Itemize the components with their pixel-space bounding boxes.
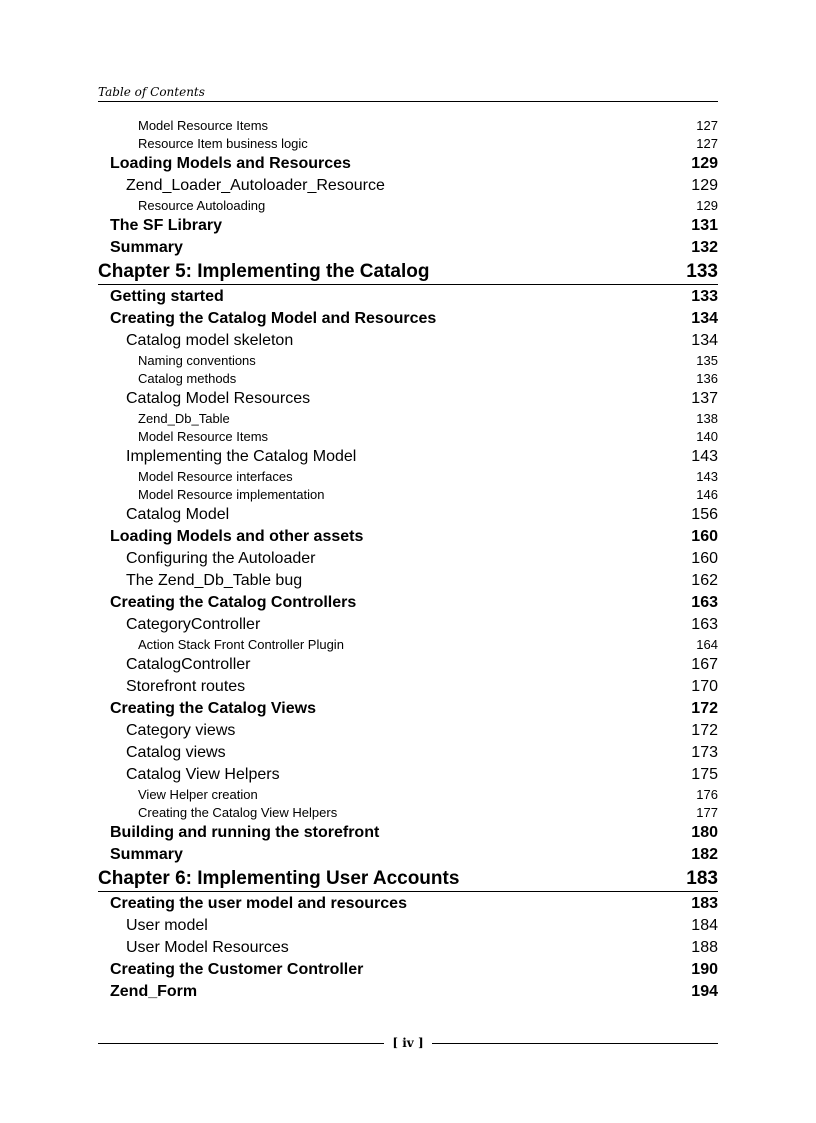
toc-entry[interactable] (98, 614, 718, 636)
toc-entry[interactable] (98, 526, 718, 548)
toc-entry[interactable] (98, 504, 718, 526)
toc-entry[interactable] (98, 428, 718, 446)
toc-entry-title: Model Resource interfaces (138, 469, 293, 484)
toc-entry-title: Configuring the Autoloader (126, 550, 316, 567)
toc-entry-title: Model Resource Items (138, 429, 269, 444)
toc-entry-page-number: 176 (696, 787, 718, 802)
toc-entry[interactable] (98, 286, 718, 308)
toc-entry-title: The SF Library (110, 217, 223, 234)
toc-entry-title: User model (126, 917, 208, 934)
toc-entry[interactable] (98, 720, 718, 742)
toc-entry-page-number: 172 (691, 700, 718, 717)
toc-entry-page-number: 175 (691, 766, 718, 783)
toc-entry-title: Naming conventions (138, 353, 256, 368)
toc-entry-title: Zend_Db_Table (138, 411, 230, 426)
toc-entry-page-number: 184 (691, 917, 718, 934)
toc-entry[interactable] (98, 676, 718, 698)
toc-entry[interactable] (98, 804, 718, 822)
toc-entry[interactable] (98, 352, 718, 370)
toc-entry-page-number: 138 (696, 411, 718, 426)
toc-entry-title: Creating the Catalog Views (110, 700, 316, 717)
toc-entry-page-number: 160 (691, 550, 718, 567)
toc-entry[interactable] (98, 959, 718, 981)
toc-entry-page-number: 183 (686, 868, 718, 889)
toc-entry[interactable] (98, 592, 718, 614)
toc-entry[interactable] (98, 388, 718, 410)
toc-entry-page-number: 143 (691, 448, 718, 465)
toc-entry-title: Chapter 5: Implementing the Catalog (98, 261, 430, 282)
toc-entry-page-number: 164 (696, 637, 718, 652)
toc-entry-title: Catalog Model Resources (126, 390, 311, 407)
toc-entry[interactable] (98, 570, 718, 592)
toc-entry[interactable] (98, 786, 718, 804)
toc-entry-title: Zend_Loader_Autoloader_Resource (126, 177, 385, 194)
toc-entry-page-number: 140 (696, 429, 718, 444)
toc-entry-page-number: 133 (691, 288, 718, 305)
toc-entry-title: Loading Models and Resources (110, 155, 351, 172)
toc-entry-title: CatalogController (126, 656, 251, 673)
toc-entry-page-number: 136 (696, 371, 718, 386)
toc-entry-title: Model Resource Items (138, 118, 269, 133)
toc-entry-page-number: 132 (691, 239, 718, 256)
toc-entry-title: Catalog views (126, 744, 226, 761)
toc-entry-title: Storefront routes (126, 678, 246, 695)
toc-entry-title: Chapter 6: Implementing User Accounts (98, 868, 460, 889)
toc-entry-page-number: 180 (691, 824, 718, 841)
toc-entry-page-number: 170 (691, 678, 718, 695)
toc-entry[interactable] (98, 410, 718, 428)
toc-entry-title: CategoryController (126, 616, 261, 633)
toc-entry-title: Creating the Catalog Controllers (110, 594, 357, 611)
toc-entry-page-number: 194 (691, 983, 718, 1000)
footer-rule-right (432, 1043, 718, 1044)
toc-entry[interactable] (98, 370, 718, 388)
toc-entry-page-number: 160 (691, 528, 718, 545)
header-rule (98, 101, 718, 102)
toc-entry[interactable] (98, 117, 718, 135)
toc-entry-page-number: 190 (691, 961, 718, 978)
toc-entry-title: Resource Item business logic (138, 136, 308, 151)
toc-entry-page-number: 182 (691, 846, 718, 863)
toc-entry-title: Creating the Customer Controller (110, 961, 364, 978)
page-folio: [ iv ] (392, 1036, 424, 1050)
page-footer (98, 1033, 718, 1053)
toc-entry-title: Action Stack Front Controller Plugin (138, 637, 344, 652)
toc-entry[interactable] (98, 822, 718, 844)
toc-entry-page-number: 177 (696, 805, 718, 820)
toc-entry-page-number: 146 (696, 487, 718, 502)
toc-entry-page-number: 173 (691, 744, 718, 761)
toc-entry-title: Category views (126, 722, 236, 739)
toc-entry[interactable] (98, 742, 718, 764)
toc-entry[interactable] (98, 215, 718, 237)
toc-entry[interactable] (98, 548, 718, 570)
toc-entry[interactable] (98, 135, 718, 153)
toc-entry-title: Building and running the storefront (110, 824, 380, 841)
toc-chapter-entry[interactable] (98, 259, 718, 285)
toc-entry[interactable] (98, 698, 718, 720)
toc-entry[interactable] (98, 153, 718, 175)
footer-rule-left (98, 1043, 384, 1044)
toc-entry-title: Creating the Catalog View Helpers (138, 805, 338, 820)
toc-entry-title: Implementing the Catalog Model (126, 448, 357, 465)
toc-entry[interactable] (98, 893, 718, 915)
toc-entry-title: The Zend_Db_Table bug (126, 572, 303, 589)
toc-entry-page-number: 172 (691, 722, 718, 739)
table-of-contents (98, 117, 718, 1003)
toc-entry-page-number: 134 (691, 332, 718, 349)
toc-entry-title: Summary (110, 239, 183, 256)
toc-entry[interactable] (98, 636, 718, 654)
toc-entry-page-number: 131 (691, 217, 718, 234)
toc-entry-title: Creating the Catalog Model and Resources (110, 310, 437, 327)
toc-entry[interactable] (98, 654, 718, 676)
toc-entry-page-number: 134 (691, 310, 718, 327)
toc-entry[interactable] (98, 446, 718, 468)
toc-entry-page-number: 129 (691, 177, 718, 194)
toc-entry-page-number: 127 (696, 136, 718, 151)
toc-entry[interactable] (98, 844, 718, 866)
toc-entry[interactable] (98, 915, 718, 937)
toc-entry-title: Creating the user model and resources (110, 895, 407, 912)
toc-entry-page-number: 183 (691, 895, 718, 912)
toc-entry-title: User Model Resources (126, 939, 289, 956)
toc-entry[interactable] (98, 764, 718, 786)
toc-chapter-entry[interactable] (98, 866, 718, 892)
toc-entry-title: Model Resource implementation (138, 487, 325, 502)
toc-entry-page-number: 127 (696, 118, 718, 133)
running-head: Table of Contents (98, 85, 205, 99)
toc-entry-title: Summary (110, 846, 183, 863)
toc-entry-title: Zend_Form (110, 983, 198, 1000)
toc-entry[interactable] (98, 308, 718, 330)
toc-entry-page-number: 129 (696, 198, 718, 213)
toc-entry[interactable] (98, 468, 718, 486)
toc-entry[interactable] (98, 175, 718, 197)
toc-entry[interactable] (98, 486, 718, 504)
toc-entry-title: Resource Autoloading (138, 198, 266, 213)
toc-entry-title: Loading Models and other assets (110, 528, 364, 545)
toc-entry-page-number: 143 (696, 469, 718, 484)
toc-entry-page-number: 162 (691, 572, 718, 589)
toc-entry[interactable] (98, 237, 718, 259)
toc-entry-title: View Helper creation (138, 787, 258, 802)
toc-entry-page-number: 156 (691, 506, 718, 523)
toc-entry-page-number: 167 (691, 656, 718, 673)
toc-entry-page-number: 163 (691, 594, 718, 611)
toc-entry-title: Catalog methods (138, 371, 237, 386)
toc-entry-page-number: 129 (691, 155, 718, 172)
toc-entry-title: Catalog model skeleton (126, 332, 294, 349)
toc-entry[interactable] (98, 981, 718, 1003)
toc-entry-page-number: 133 (686, 261, 718, 282)
toc-entry[interactable] (98, 330, 718, 352)
toc-entry[interactable] (98, 937, 718, 959)
toc-entry-page-number: 163 (691, 616, 718, 633)
toc-entry-page-number: 135 (696, 353, 718, 368)
toc-entry-title: Catalog Model (126, 506, 230, 523)
toc-entry-title: Getting started (110, 288, 224, 305)
toc-entry[interactable] (98, 197, 718, 215)
toc-entry-page-number: 137 (691, 390, 718, 407)
toc-entry-page-number: 188 (691, 939, 718, 956)
toc-entry-title: Catalog View Helpers (126, 766, 280, 783)
